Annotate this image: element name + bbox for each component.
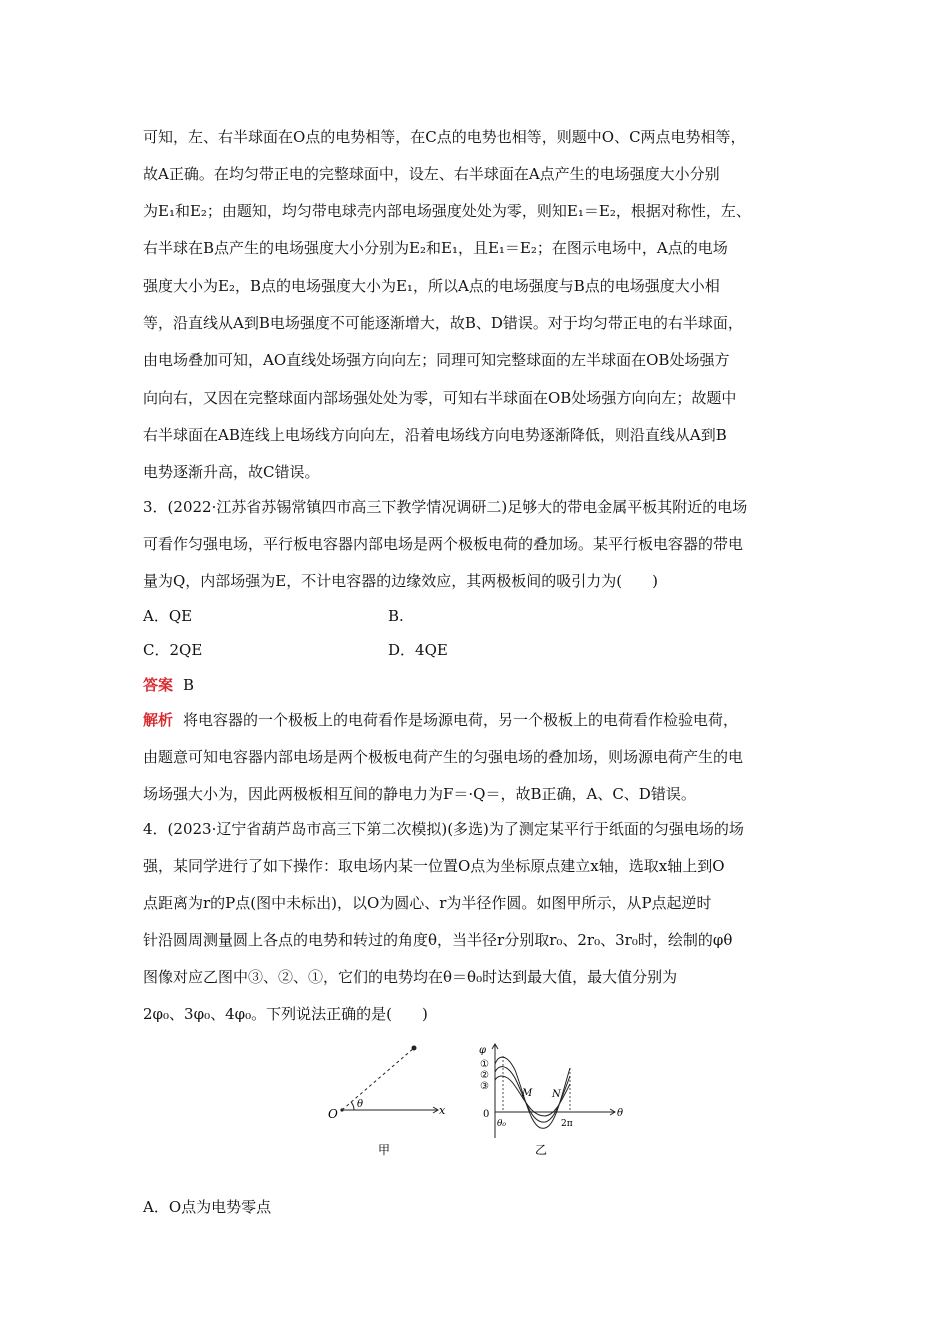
- angle-label: θ: [357, 1099, 364, 1110]
- option-d: D．4QE: [388, 641, 448, 659]
- question-4-line: 点距离为r的P点(图中未标出)，以O为圆心、r为半径作圆。如图甲所示，从P点起逆时: [143, 894, 712, 912]
- curve-label-3: ③: [480, 1081, 489, 1092]
- answer-value: B: [183, 676, 195, 694]
- curve-label-2: ②: [480, 1070, 489, 1081]
- figure-caption: 甲: [378, 1143, 391, 1157]
- analysis-line: [143, 710, 823, 730]
- answer-line: [143, 675, 823, 695]
- question-4-line: 2φ₀、3φ₀、4φ₀。下列说法正确的是( ): [143, 1005, 428, 1023]
- question-4-line: 强，某同学进行了如下操作：取电场内某一位置O点为坐标原点建立x轴，选取x轴上到O: [143, 857, 725, 875]
- origin-label: O: [328, 1107, 338, 1121]
- theta0-label: θ₀: [497, 1119, 507, 1129]
- analysis-line: 场场强大小为，因此两极板相互间的静电力为F＝·Q＝，故B正确，A、C、D错误。: [143, 785, 696, 803]
- option-c: C．2QE: [143, 641, 203, 659]
- text-line: 右半球面在AB连线上电场线方向向左，沿着电场线方向电势逐渐降低，则沿直线从A到B: [143, 426, 727, 444]
- x-axis-label: x: [439, 1104, 446, 1117]
- question-4-line: 4．(2023·辽宁省葫芦岛市高三下第二次模拟)(多选)为了测定某平行于纸面的匀强电场的场: [143, 820, 744, 838]
- analysis-text: 将电容器的一个极板上的电荷看作是场源电荷，另一个极板上的电荷看作检验电荷，: [183, 711, 739, 729]
- angle-arc: [351, 1102, 354, 1110]
- text-line: 故A正确。在均匀带正电的完整球面中，设左、右半球面在A点产生的电场强度大小分别: [143, 165, 720, 183]
- question-3-line: 可看作匀强电场，平行板电容器内部电场是两个极板电荷的叠加场。某平行板电容器的带电: [143, 535, 744, 553]
- point-on-circle: [412, 1046, 417, 1051]
- text-line: 强度大小为E₂，B点的电场强度大小为E₁，所以A点的电场强度与B点的电场强度大小相: [143, 277, 720, 295]
- question-4-line: 针沿圆周测量圆上各点的电势和转过的角度θ，当半径r分别取r₀、2r₀、3r₀时，绘制的φθ: [143, 931, 733, 949]
- two-pi-label: 2π: [561, 1119, 573, 1129]
- text-line: 等，沿直线从A到B电场强度不可能逐渐增大，故B、D错误。对于均匀带正电的右半球面，: [143, 314, 743, 332]
- point-m-label: M: [522, 1088, 533, 1099]
- text-line: 由电场叠加可知，AO直线处场强方向向左；同理可知完整球面的左半球面在OB处场强方: [143, 351, 730, 369]
- analysis-line: 由题意可知电容器内部电场是两个极板电荷产生的匀强电场的叠加场，则场源电荷产生的电: [143, 748, 744, 766]
- analysis-label: 解析: [143, 711, 174, 729]
- option-b: B.: [388, 607, 404, 625]
- question-3-line: 量为Q，内部场强为E，不计电容器的边缘效应，其两极板间的吸引力为( ): [143, 572, 658, 590]
- figure-jia: [320, 1040, 460, 1160]
- radius-line: [342, 1048, 414, 1110]
- question-3-line: 3．(2022·江苏省苏锡常镇四市高三下教学情况调研二)足够大的带电金属平板其附近的电场: [143, 498, 748, 516]
- figure-yi: [475, 1040, 635, 1160]
- text-line: 右半球在B点产生的电场强度大小分别为E₂和E₁，且E₁＝E₂；在图示电场中，A点的电场: [143, 239, 728, 257]
- text-line: 向向右，又因在完整球面内部场强处处为零，可知右半球面在OB处场强方向向左；故题中: [143, 389, 737, 407]
- option-a-q4: A．O点为电势零点: [143, 1198, 272, 1216]
- point-n-label: N: [552, 1089, 561, 1100]
- question-4-line: 图像对应乙图中③、②、①，它们的电势均在θ＝θ₀时达到最大值，最大值分别为: [143, 968, 678, 986]
- theta-axis-label: θ: [617, 1108, 624, 1119]
- origin-point: [340, 1108, 343, 1111]
- option-a: A．QE: [143, 607, 193, 625]
- text-line: 电势逐渐升高，故C错误。: [143, 463, 320, 481]
- curve-label-1: ①: [480, 1059, 489, 1070]
- text-line: 为E₁和E₂；由题知，均匀带电球壳内部电场强度处处为零，则知E₁＝E₂，根据对称性，左、: [143, 202, 751, 220]
- answer-label: 答案: [143, 676, 174, 694]
- text-line: 可知，左、右半球面在O点的电势相等，在C点的电势也相等，则题中O、C两点电势相等，: [143, 128, 746, 146]
- phi-axis-label: φ: [479, 1045, 487, 1056]
- origin-label: 0: [483, 1109, 490, 1120]
- figure-caption: 乙: [535, 1143, 548, 1157]
